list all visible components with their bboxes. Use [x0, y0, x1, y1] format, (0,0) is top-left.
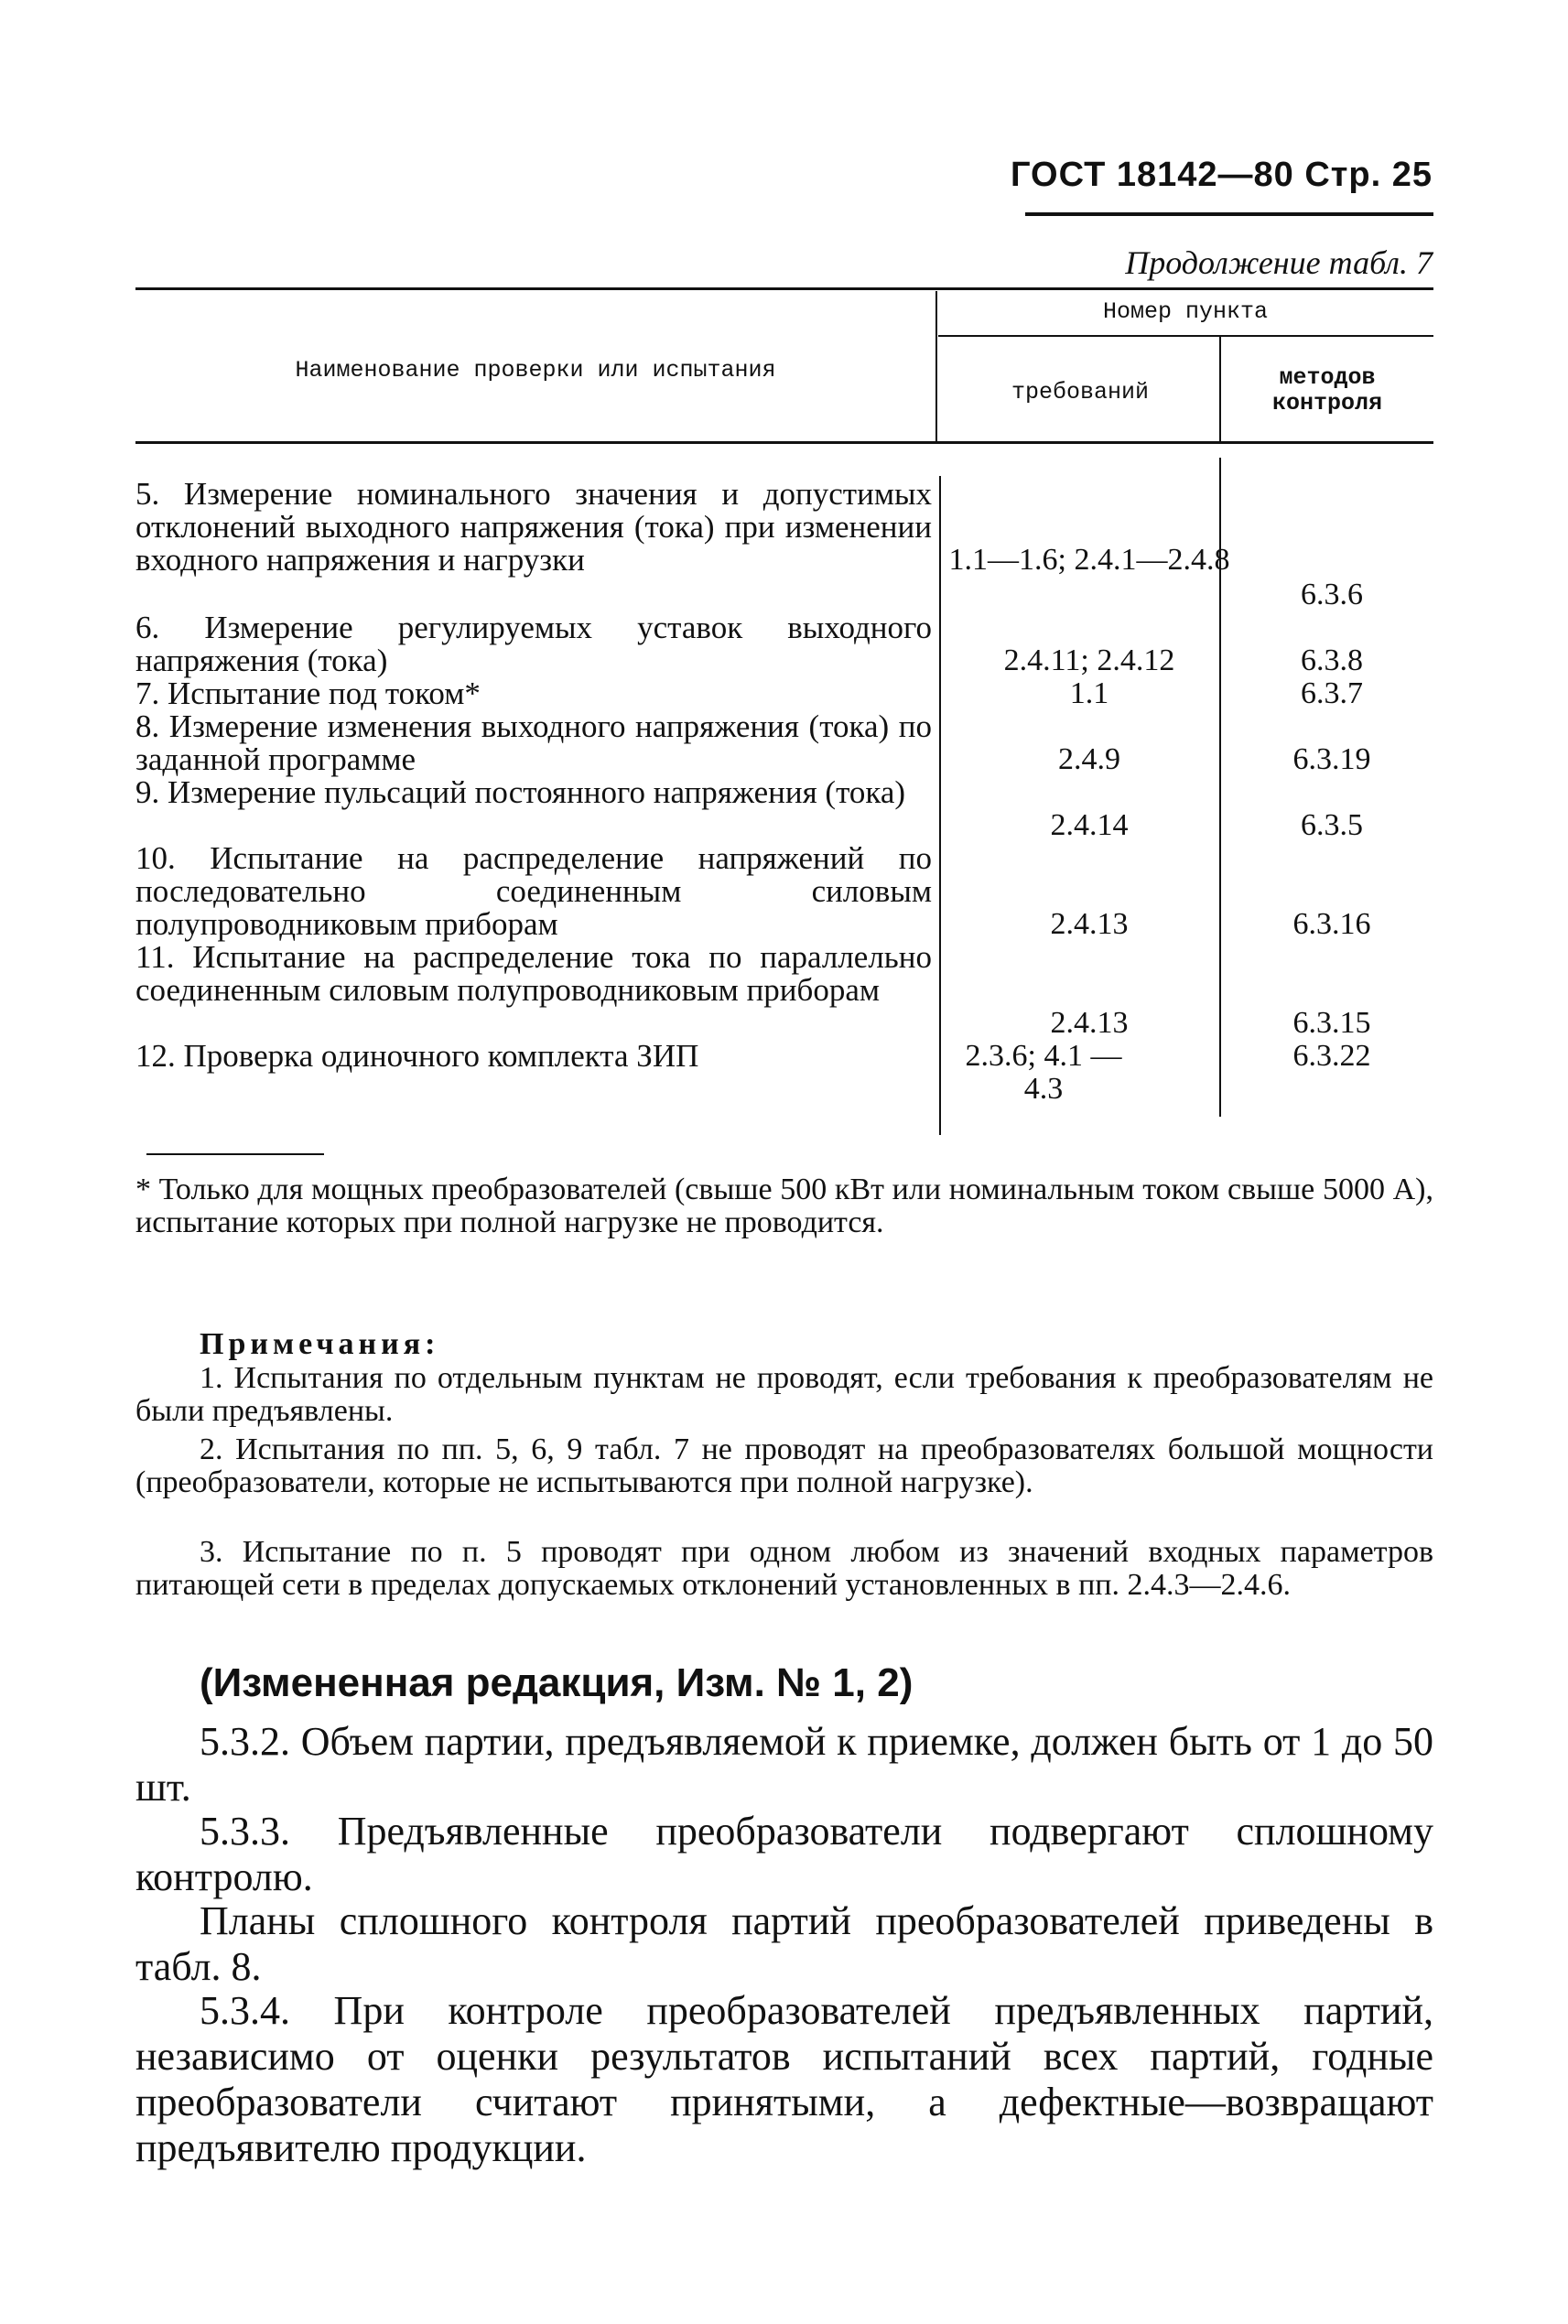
row-req: 2.4.14 [1050, 808, 1129, 842]
row-name: 8. Измерение изменения выходного напряжения (тока) по заданной программе [135, 708, 932, 777]
table-row [135, 611, 932, 677]
col-divider-1-header [935, 291, 937, 441]
note-item: 2. Испытания по пп. 5, 6, 9 табл. 7 не проводят на преобразователях большой мощности (преобразователи, которые не испытываются при полной нагрузке). [135, 1432, 1433, 1499]
footnote: * Только для мощных преобразователей (свыше 500 кВт или номинальным током свыше 5000 А), испытание которых при полной нагрузке не проводится. [135, 1173, 1433, 1239]
col-divider-1-body [939, 476, 941, 1135]
row-met: 6.3.22 [1292, 1039, 1371, 1073]
table-continuation-label: Продолжение табл. 7 [1125, 244, 1433, 281]
table-row [135, 842, 932, 941]
row-name: 7. Испытание под током* [135, 676, 481, 711]
note-item: 3. Испытание по п. 5 проводят при одном любом из значений входных параметров питающей сети в пределах допускаемых отклонений установленных в пп. 2.4.3—2.4.6. [135, 1535, 1433, 1602]
row-met: 6.3.8 [1301, 643, 1363, 677]
row-met: 6.3.7 [1301, 676, 1363, 710]
table-row [135, 1040, 932, 1073]
row-req: 2.4.13 [1050, 907, 1129, 941]
row-name: 6. Измерение регулируемых уставок выходного напряжения (тока) [135, 610, 932, 678]
row-name: 12. Проверка одиночного комплекта ЗИП [135, 1038, 699, 1074]
table-top-rule [135, 287, 1433, 290]
table-row [135, 776, 932, 809]
row-req: 1.1—1.6; 2.4.1—2.4.8 [948, 543, 1230, 577]
col-header-name: Наименование проверки или испытания [295, 357, 776, 384]
table-row [135, 478, 932, 577]
row-name: 11. Испытание на распределение тока по параллельно соединенным силовым полупроводниковым приборам [135, 939, 932, 1008]
note-item: 1. Испытания по отдельным пунктам не проводят, если требования к преобразователям не были предъявлены. [135, 1361, 1433, 1428]
col-header-methods-1: методов [1279, 364, 1376, 391]
row-name: 10. Испытание на распределение напряжений по последовательно соединенным силовым полупроводниковым приборам [135, 840, 932, 942]
row-req: 2.4.9 [1058, 742, 1120, 776]
col-divider-2-header [1219, 337, 1221, 441]
paragraph: 5.3.3. Предъявленные преобразователи подвергают сплошному контролю. [135, 1809, 1433, 1899]
row-met: 6.3.16 [1292, 907, 1371, 941]
paragraph: 5.3.4. При контроле преобразователей предъявленных партий, независимо от оценки результатов испытаний всех партий, годные преобразователи считают принятыми, а дефектные—возвращают предъявителю продукции. [135, 1988, 1433, 2170]
row-req: 2.3.6; 4.1 —4.3 [965, 1039, 1122, 1106]
row-met: 6.3.15 [1292, 1006, 1371, 1040]
row-met: 6.3.6 [1301, 578, 1363, 611]
group-sub-rule [938, 335, 1433, 337]
table-row [135, 710, 932, 776]
col-header-requirements: требований [1011, 379, 1150, 405]
row-name: 5. Измерение номинального значения и допустимых отклонений выходного напряжения (тока) при изменении входного напряжения и нагрузки [135, 476, 932, 578]
header-rule [1025, 212, 1433, 216]
row-req: 2.4.13 [1050, 1006, 1129, 1040]
col-header-group: Номер пункта [1102, 298, 1269, 325]
col-header-methods-2: контроля [1271, 390, 1383, 416]
footnote-rule [146, 1153, 324, 1155]
paragraph: 5.3.2. Объем партии, предъявляемой к приемке, должен быть от 1 до 50 шт. [135, 1719, 1433, 1810]
page-header: ГОСТ 18142—80 Стр. 25 [1010, 156, 1433, 194]
row-name: 9. Измерение пульсаций постоянного напряжения (тока) [135, 774, 906, 810]
amendment-note: (Измененная редакция, Изм. № 1, 2) [200, 1660, 914, 1705]
table-row [135, 941, 932, 1007]
row-req: 1.1 [1069, 676, 1109, 710]
row-met: 6.3.5 [1301, 808, 1363, 842]
notes-title: Примечания: [200, 1327, 440, 1361]
row-met: 6.3.19 [1292, 742, 1371, 776]
table-row [135, 677, 932, 710]
table-header-bottom-rule [135, 441, 1433, 444]
row-req: 2.4.11; 2.4.12 [1003, 643, 1175, 677]
paragraph: Планы сплошного контроля партий преобразователей приведены в табл. 8. [135, 1898, 1433, 1989]
